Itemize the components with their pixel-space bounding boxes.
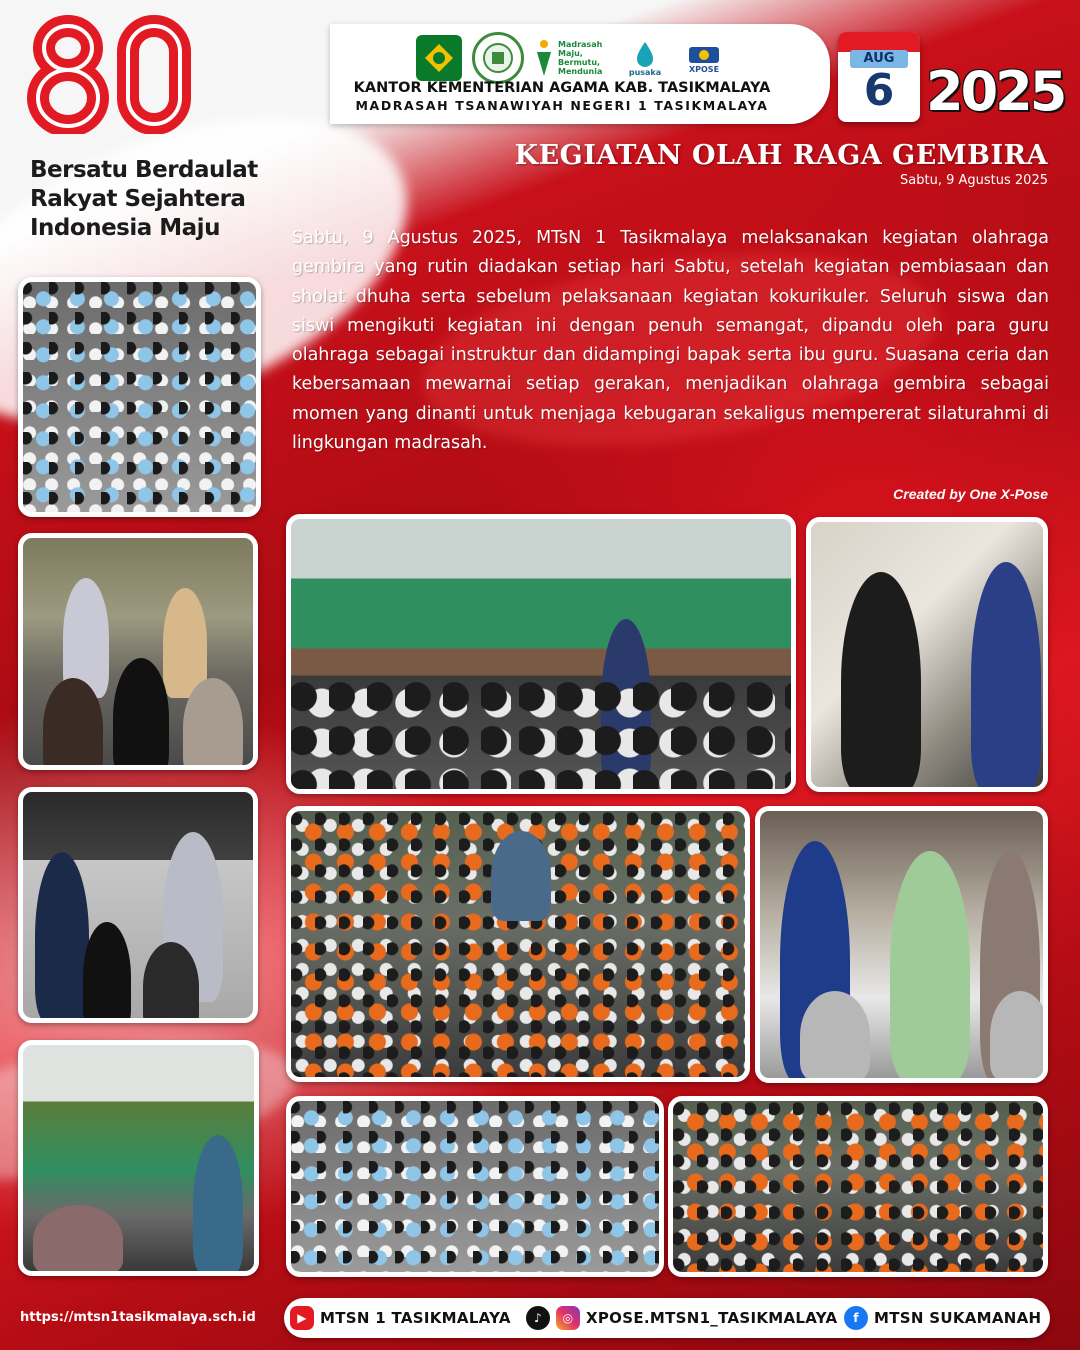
photo-teachers-group (755, 806, 1048, 1083)
facebook-icon: f (844, 1306, 868, 1330)
youtube-handle: MTSN 1 TASIKMALAYA (320, 1309, 511, 1327)
instagram-handle: XPOSE.MTSN1_TASIKMALAYA (586, 1309, 838, 1327)
pusaka-text: pusaka (628, 67, 662, 77)
madrasah-seal-icon (472, 32, 524, 84)
institution-header (330, 24, 830, 124)
website-link[interactable]: https://mtsn1tasikmalaya.sch.id (20, 1310, 256, 1325)
calendar-month: AUG (850, 50, 908, 68)
madrasah-maju-logo (534, 35, 614, 81)
social-bar (284, 1298, 1050, 1338)
drop-icon (634, 40, 656, 68)
figure-logo-icon (534, 38, 554, 78)
office-name: KANTOR KEMENTERIAN AGAMA KAB. TASIKMALAYA (353, 80, 771, 96)
kemenag-logo-icon (416, 35, 462, 81)
xpose-text: XPOSE (688, 64, 720, 74)
tiktok-icon: ♪ (526, 1306, 550, 1330)
photo-teacher-instructor (18, 1040, 259, 1276)
article-body: Sabtu, 9 Agustus 2025, MTsN 1 Tasikmalaya melaksanakan kegiatan olahraga gembira yang rutin diadakan setiap hari Sabtu, setelah kegiatan pembiasaan dan sholat dhuha serta sebelum pelaksanaan kegiatan kokurikuler. Seluruh siswa dan siswi mengikuti kegiatan ini dengan penuh semangat, dipandu oleh para guru olahraga sebagai instruktur dan didampingi bapak serta ibu guru. Suasana ceria dan kebersamaan mewarnai setiap gerakan, menjadikan olahraga gembira sebagai momen yang dinanti untuk menjaga kebugaran sekaligus mempererat silaturahmi di lingkungan madrasah. (292, 228, 1049, 454)
calendar-icon (838, 32, 920, 122)
calendar-day: 6 (863, 65, 895, 116)
photo-mosque-field (286, 514, 796, 794)
photo-assembly-sport (668, 1096, 1048, 1277)
article-title: KEGIATAN OLAH RAGA GEMBIRA (514, 140, 1048, 171)
pusaka-logo (624, 35, 666, 81)
photo-instructors-stairs (806, 517, 1048, 792)
tagline-line: Rakyat Sejahtera (30, 186, 246, 212)
instagram-icon: ◎ (556, 1306, 580, 1330)
youtube-icon: ▶ (290, 1306, 314, 1330)
facebook-link[interactable] (844, 1306, 1041, 1330)
photo-field-students (286, 806, 750, 1082)
photo-teachers-street (18, 533, 258, 770)
photo-students-motorbikes (18, 787, 258, 1023)
anniversary-80-logo (24, 14, 204, 134)
tagline-line: Indonesia Maju (30, 215, 220, 241)
anniversary-tagline (30, 156, 290, 243)
tagline-line: Bersatu Berdaulat (30, 157, 258, 183)
photo-students-crowd (18, 277, 261, 517)
madrasah-maju-text: Madrasah Maju, Bermutu, Mendunia (558, 40, 603, 76)
youtube-link[interactable] (290, 1306, 511, 1330)
camera-icon (687, 43, 721, 65)
xpose-logo (676, 35, 732, 81)
footer (0, 1296, 1080, 1344)
photo-credit: Created by One X-Pose (893, 486, 1048, 502)
logo-row (416, 32, 732, 84)
photo-assembly-hijab (286, 1096, 664, 1277)
instagram-link[interactable] (526, 1306, 837, 1330)
article-date: Sabtu, 9 Agustus 2025 (900, 173, 1048, 188)
facebook-handle: MTSN SUKAMANAH (874, 1309, 1042, 1327)
year-label: 2025 (926, 60, 1065, 123)
school-name: MADRASAH TSANAWIYAH NEGERI 1 TASIKMALAYA (355, 98, 769, 113)
